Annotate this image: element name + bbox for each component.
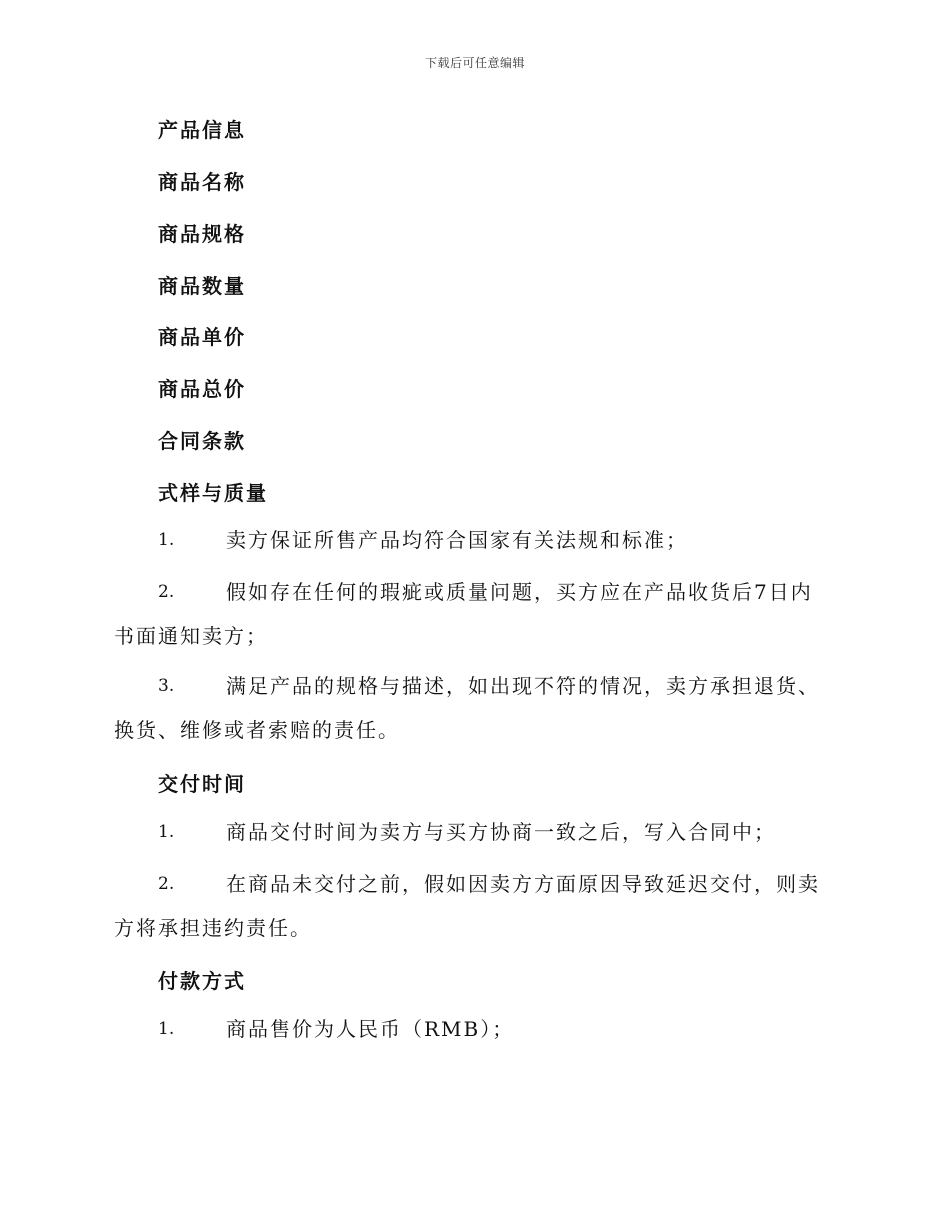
item-number: 1. [158, 1019, 175, 1039]
heading-delivery-time: 交付时间 [158, 772, 246, 796]
item-text: 满足产品的规格与描述，如出现不符的情况，卖方承担退货、换货、维修或者索赔的责任。 [114, 674, 820, 742]
heading-style-quality: 式样与质量 [158, 481, 268, 505]
item-text: 商品交付时间为卖方与买方协商一致之后，写入合同中； [226, 820, 776, 844]
item-number: 2. [158, 874, 175, 894]
heading-product-quantity: 商品数量 [158, 274, 246, 298]
item-number: 1. [158, 530, 175, 550]
heading-product-spec: 商品规格 [158, 222, 246, 246]
delivery-item-2 [114, 862, 834, 950]
item-number: 2. [158, 582, 175, 602]
heading-contract-terms: 合同条款 [158, 429, 246, 453]
item-number: 1. [158, 822, 175, 842]
item-text: 在商品未交付之前，假如因卖方方面原因导致延迟交付，则卖方将承担违约责任。 [114, 872, 820, 940]
item-text: 假如存在任何的瑕疵或质量问题，买方应在产品收货后7日内书面通知卖方； [114, 580, 813, 648]
quality-item-3 [114, 664, 834, 752]
quality-item-2 [114, 570, 834, 658]
quality-item-1 [158, 518, 834, 562]
heading-total-price: 商品总价 [158, 377, 246, 401]
item-text: 商品售价为人民币（RMB）； [226, 1017, 515, 1041]
item-text: 卖方保证所售产品均符合国家有关法规和标准； [226, 528, 688, 552]
heading-unit-price: 商品单价 [158, 325, 246, 349]
item-number: 3. [158, 676, 175, 696]
payment-item-1 [158, 1007, 834, 1051]
header-note: 下载后可任意编辑 [424, 56, 525, 70]
delivery-item-1 [158, 810, 834, 854]
heading-product-name: 商品名称 [158, 170, 246, 194]
heading-product-info: 产品信息 [158, 118, 246, 142]
heading-payment: 付款方式 [158, 969, 246, 993]
